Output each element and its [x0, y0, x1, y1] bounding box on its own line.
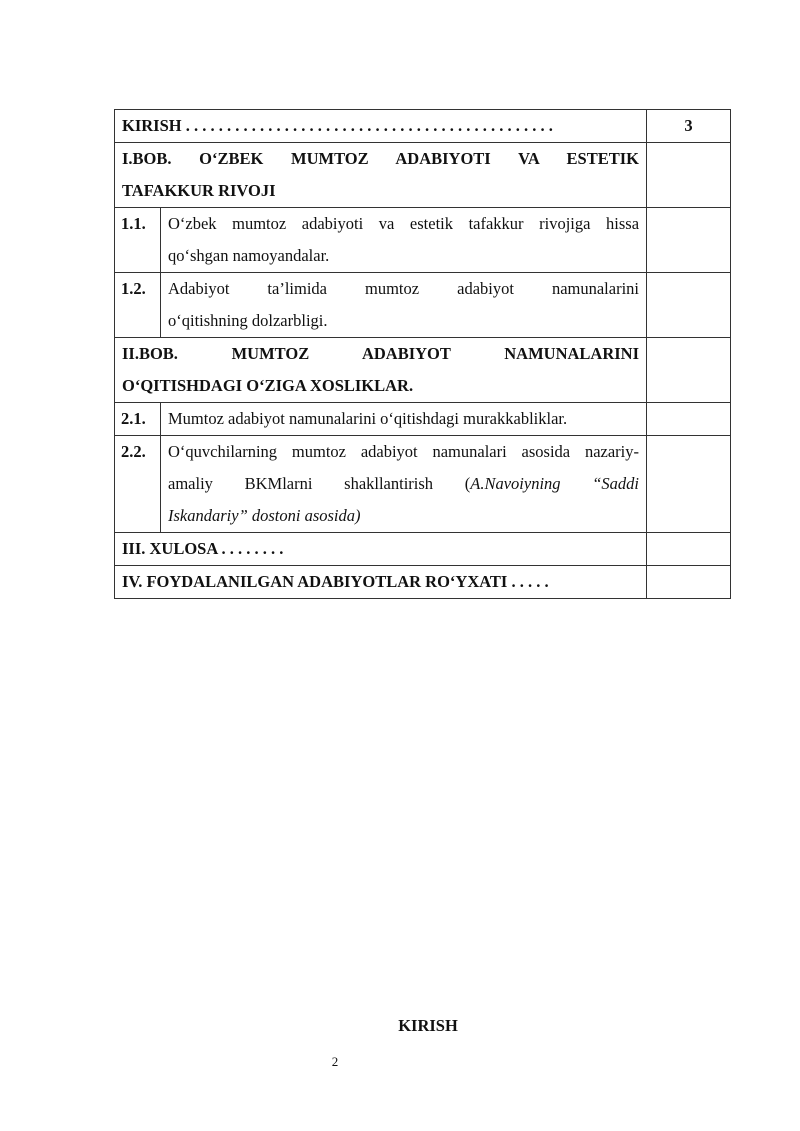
toc-row-chapter-2: [115, 338, 731, 403]
toc-section-cell: [161, 208, 647, 273]
toc-chapter-title-line: O‘QITISHDAGI O‘ZIGA XOSLIKLAR.: [122, 376, 414, 395]
toc-page-number: [647, 143, 731, 208]
toc-section-number: 2.1.: [115, 403, 161, 436]
toc-chapter-cell: [115, 338, 647, 403]
toc-entry-text: KIRISH . . . . . . . . . . . . . . . . . . . . . . . . . . . . . . . . . . . . . . . . . . . . .: [115, 110, 647, 143]
toc-page-number: 3: [647, 110, 731, 143]
toc-page-number: [647, 273, 731, 338]
table-of-contents: [114, 109, 731, 599]
section-heading: KIRISH: [398, 1016, 458, 1035]
toc-section-title-line: O‘zbek mumtoz adabiyoti va estetik tafakkur rivojiga hissa: [168, 214, 640, 233]
toc-section-title-line-mixed: [168, 468, 639, 500]
toc-page-number: [647, 566, 731, 599]
toc-chapter-cell: [115, 143, 647, 208]
toc-chapter-title-line: II.BOB. MUMTOZ ADABIYOT NAMUNALARINI: [122, 344, 640, 363]
toc-row-xulosa: [115, 533, 731, 566]
toc-entry-text: IV. FOYDALANILGAN ADABIYOTLAR RO‘YXATI . . . . .: [115, 566, 647, 599]
toc-page-number: [647, 338, 731, 403]
toc-section-title-italic: A.Navoiyning “Saddi: [470, 474, 639, 493]
toc-row-chapter-1: [115, 143, 731, 208]
toc-section-title-italic-line: Iskandariy” dostoni asosida): [168, 506, 361, 525]
toc-row-section-2-2: [115, 436, 731, 533]
toc-section-number: 2.2.: [115, 436, 161, 533]
toc-section-title-plain: amaliy BKMlarni shakllantirish (: [168, 474, 471, 493]
toc-section-title-line: Adabiyot ta’limida mumtoz adabiyot namunalarini: [168, 279, 640, 298]
toc-row-section-2-1: [115, 403, 731, 436]
toc-section-title-line: O‘quvchilarning mumtoz adabiyot namunalari asosida nazariy-: [168, 442, 640, 461]
toc-section-number: 1.1.: [115, 208, 161, 273]
toc-section-title-line: Mumtoz adabiyot namunalarini o‘qitishdagi murakkabliklar.: [161, 403, 647, 436]
toc-row-section-1-1: [115, 208, 731, 273]
toc-page-number: [647, 436, 731, 533]
toc-section-title-line: o‘qitishning dolzarbligi.: [168, 311, 328, 330]
toc-row-references: [115, 566, 731, 599]
toc-section-number: 1.2.: [115, 273, 161, 338]
page-number: 2: [331, 1054, 339, 1069]
toc-chapter-title-line: TAFAKKUR RIVOJI: [122, 181, 276, 200]
toc-section-title-line: qo‘shgan namoyandalar.: [168, 246, 330, 265]
toc-page-number: [647, 403, 731, 436]
toc-section-cell: [161, 436, 647, 533]
toc-page-number: [647, 208, 731, 273]
toc-entry-text: III. XULOSA . . . . . . . .: [115, 533, 647, 566]
toc-row-section-1-2: [115, 273, 731, 338]
toc-chapter-title-line: I.BOB. O‘ZBEK MUMTOZ ADABIYOTI VA ESTETIK: [122, 149, 640, 168]
toc-row-kirish: [115, 110, 731, 143]
toc-section-cell: [161, 273, 647, 338]
toc-page-number: [647, 533, 731, 566]
